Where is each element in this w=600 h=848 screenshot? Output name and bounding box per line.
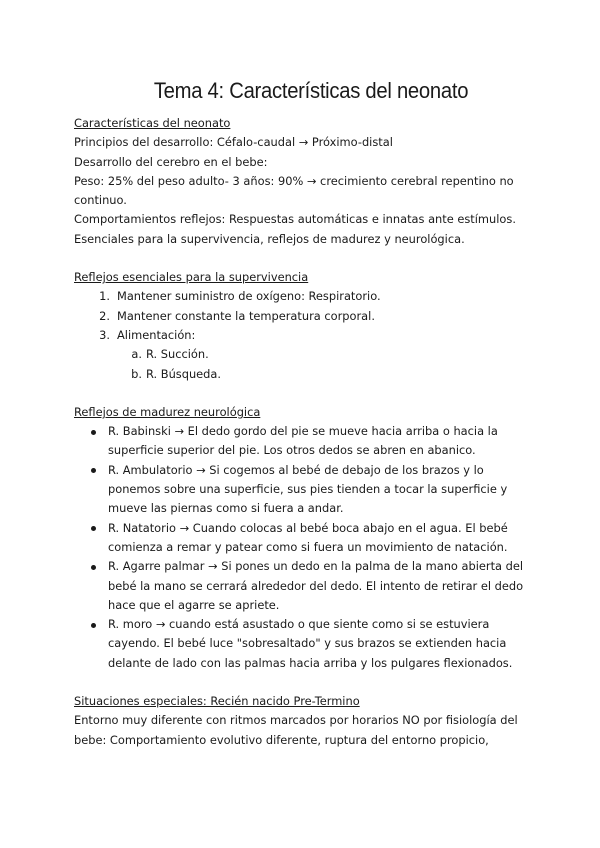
list-item xyxy=(74,326,548,345)
bullet-line: R. Agarre palmar → Si pones un dedo en la palma de la mano abierta del xyxy=(108,559,524,574)
paragraph-line: continuo. xyxy=(74,193,127,208)
sub-list-item-text: R. Búsqueda. xyxy=(146,366,222,381)
bullet-item-ambulatorio xyxy=(74,461,548,519)
list-number: 3. xyxy=(99,327,110,342)
bullet-icon xyxy=(88,519,108,558)
sub-list-letter: b. xyxy=(131,366,142,381)
paragraph-line: Principios del desarrollo: Céfalo-caudal → Próximo-distal xyxy=(74,135,393,150)
bullet-line: R. Natatorio → Cuando colocas al bebé boca abajo en el agua. El bebé xyxy=(108,520,508,535)
sub-list-item xyxy=(74,345,548,364)
bullet-line: superficie superior del pie. Los otros dedos se abren en abanico. xyxy=(108,443,476,458)
bullet-line: R. Babinski → El dedo gordo del pie se mueve hacia arriba o hacia la xyxy=(108,424,498,439)
list-number: 2. xyxy=(99,308,110,323)
bullet-line: bebé la mano se cerrará alrededor del dedo. El intento de retirar el dedo xyxy=(108,578,524,593)
section-heading-madurez: Reflejos de madurez neurológica xyxy=(74,404,261,419)
sub-list-item xyxy=(74,365,548,384)
list-item-text: Mantener suministro de oxígeno: Respiratorio. xyxy=(117,289,381,304)
bullet-icon xyxy=(88,422,108,461)
bullet-line: ponemos sobre una superficie, sus pies tienden a tocar la superficie y xyxy=(108,482,508,497)
bullet-line: hace que el agarre se apriete. xyxy=(108,597,280,612)
list-item xyxy=(74,287,548,306)
section-heading-supervivencia: Reflejos esenciales para la supervivencia xyxy=(74,270,309,285)
section-heading-caracteristicas: Características del neonato xyxy=(74,116,231,130)
list-item-text: Mantener constante la temperatura corporal. xyxy=(117,308,375,323)
bullet-line: mueve las piernas como si fuera a andar. xyxy=(108,501,344,516)
sub-list-letter: a. xyxy=(131,347,142,362)
paragraph-line: Esenciales para la supervivencia, reflejos de madurez y neurológica. xyxy=(74,231,465,246)
bullet-item-babinski xyxy=(74,422,548,461)
sub-list-item-text: R. Succión. xyxy=(146,347,209,362)
page-title: Tema 4: Características del neonato xyxy=(153,78,469,103)
paragraph-line: Comportamientos reflejos: Respuestas automáticas e innatas ante estímulos. xyxy=(74,212,516,227)
bullet-item-moro xyxy=(74,615,548,673)
paragraph-line: Peso: 25% del peso adulto- 3 años: 90% → crecimiento cerebral repentino no xyxy=(74,173,514,188)
bullet-line: comienza a remar y patear como si fuera un movimiento de natación. xyxy=(108,539,508,554)
bullet-icon xyxy=(88,461,108,519)
paragraph-line: Entorno muy diferente con ritmos marcados por horarios NO por fisiología del xyxy=(74,713,518,728)
list-item xyxy=(74,307,548,326)
bullet-line: R. moro → cuando está asustado o que siente como si se estuviera xyxy=(108,617,490,632)
bullet-line: R. Ambulatorio → Si cogemos al bebé de debajo de los brazos y lo xyxy=(108,462,484,477)
paragraph-line: Desarrollo del cerebro en el bebe: xyxy=(74,154,268,169)
bullet-item-agarre-palmar xyxy=(74,557,548,615)
bullet-line: delante de lado con las palmas hacia arriba y los pulgares flexionados. xyxy=(108,655,513,670)
bullet-icon xyxy=(88,557,108,615)
section-heading-pretermino: Situaciones especiales: Recién nacido Pre-Termino xyxy=(74,694,360,709)
bullet-icon xyxy=(88,615,108,673)
list-number: 1. xyxy=(99,289,110,304)
bullet-line: cayendo. El bebé luce "sobresaltado" y sus brazos se extienden hacia xyxy=(108,636,507,651)
numbered-list xyxy=(74,287,548,383)
paragraph-line: bebe: Comportamiento evolutivo diferente, ruptura del entorno propicio, xyxy=(74,732,489,747)
list-item-text: Alimentación: xyxy=(117,327,196,342)
bullet-list xyxy=(74,422,548,673)
bullet-item-natatorio xyxy=(74,519,548,558)
